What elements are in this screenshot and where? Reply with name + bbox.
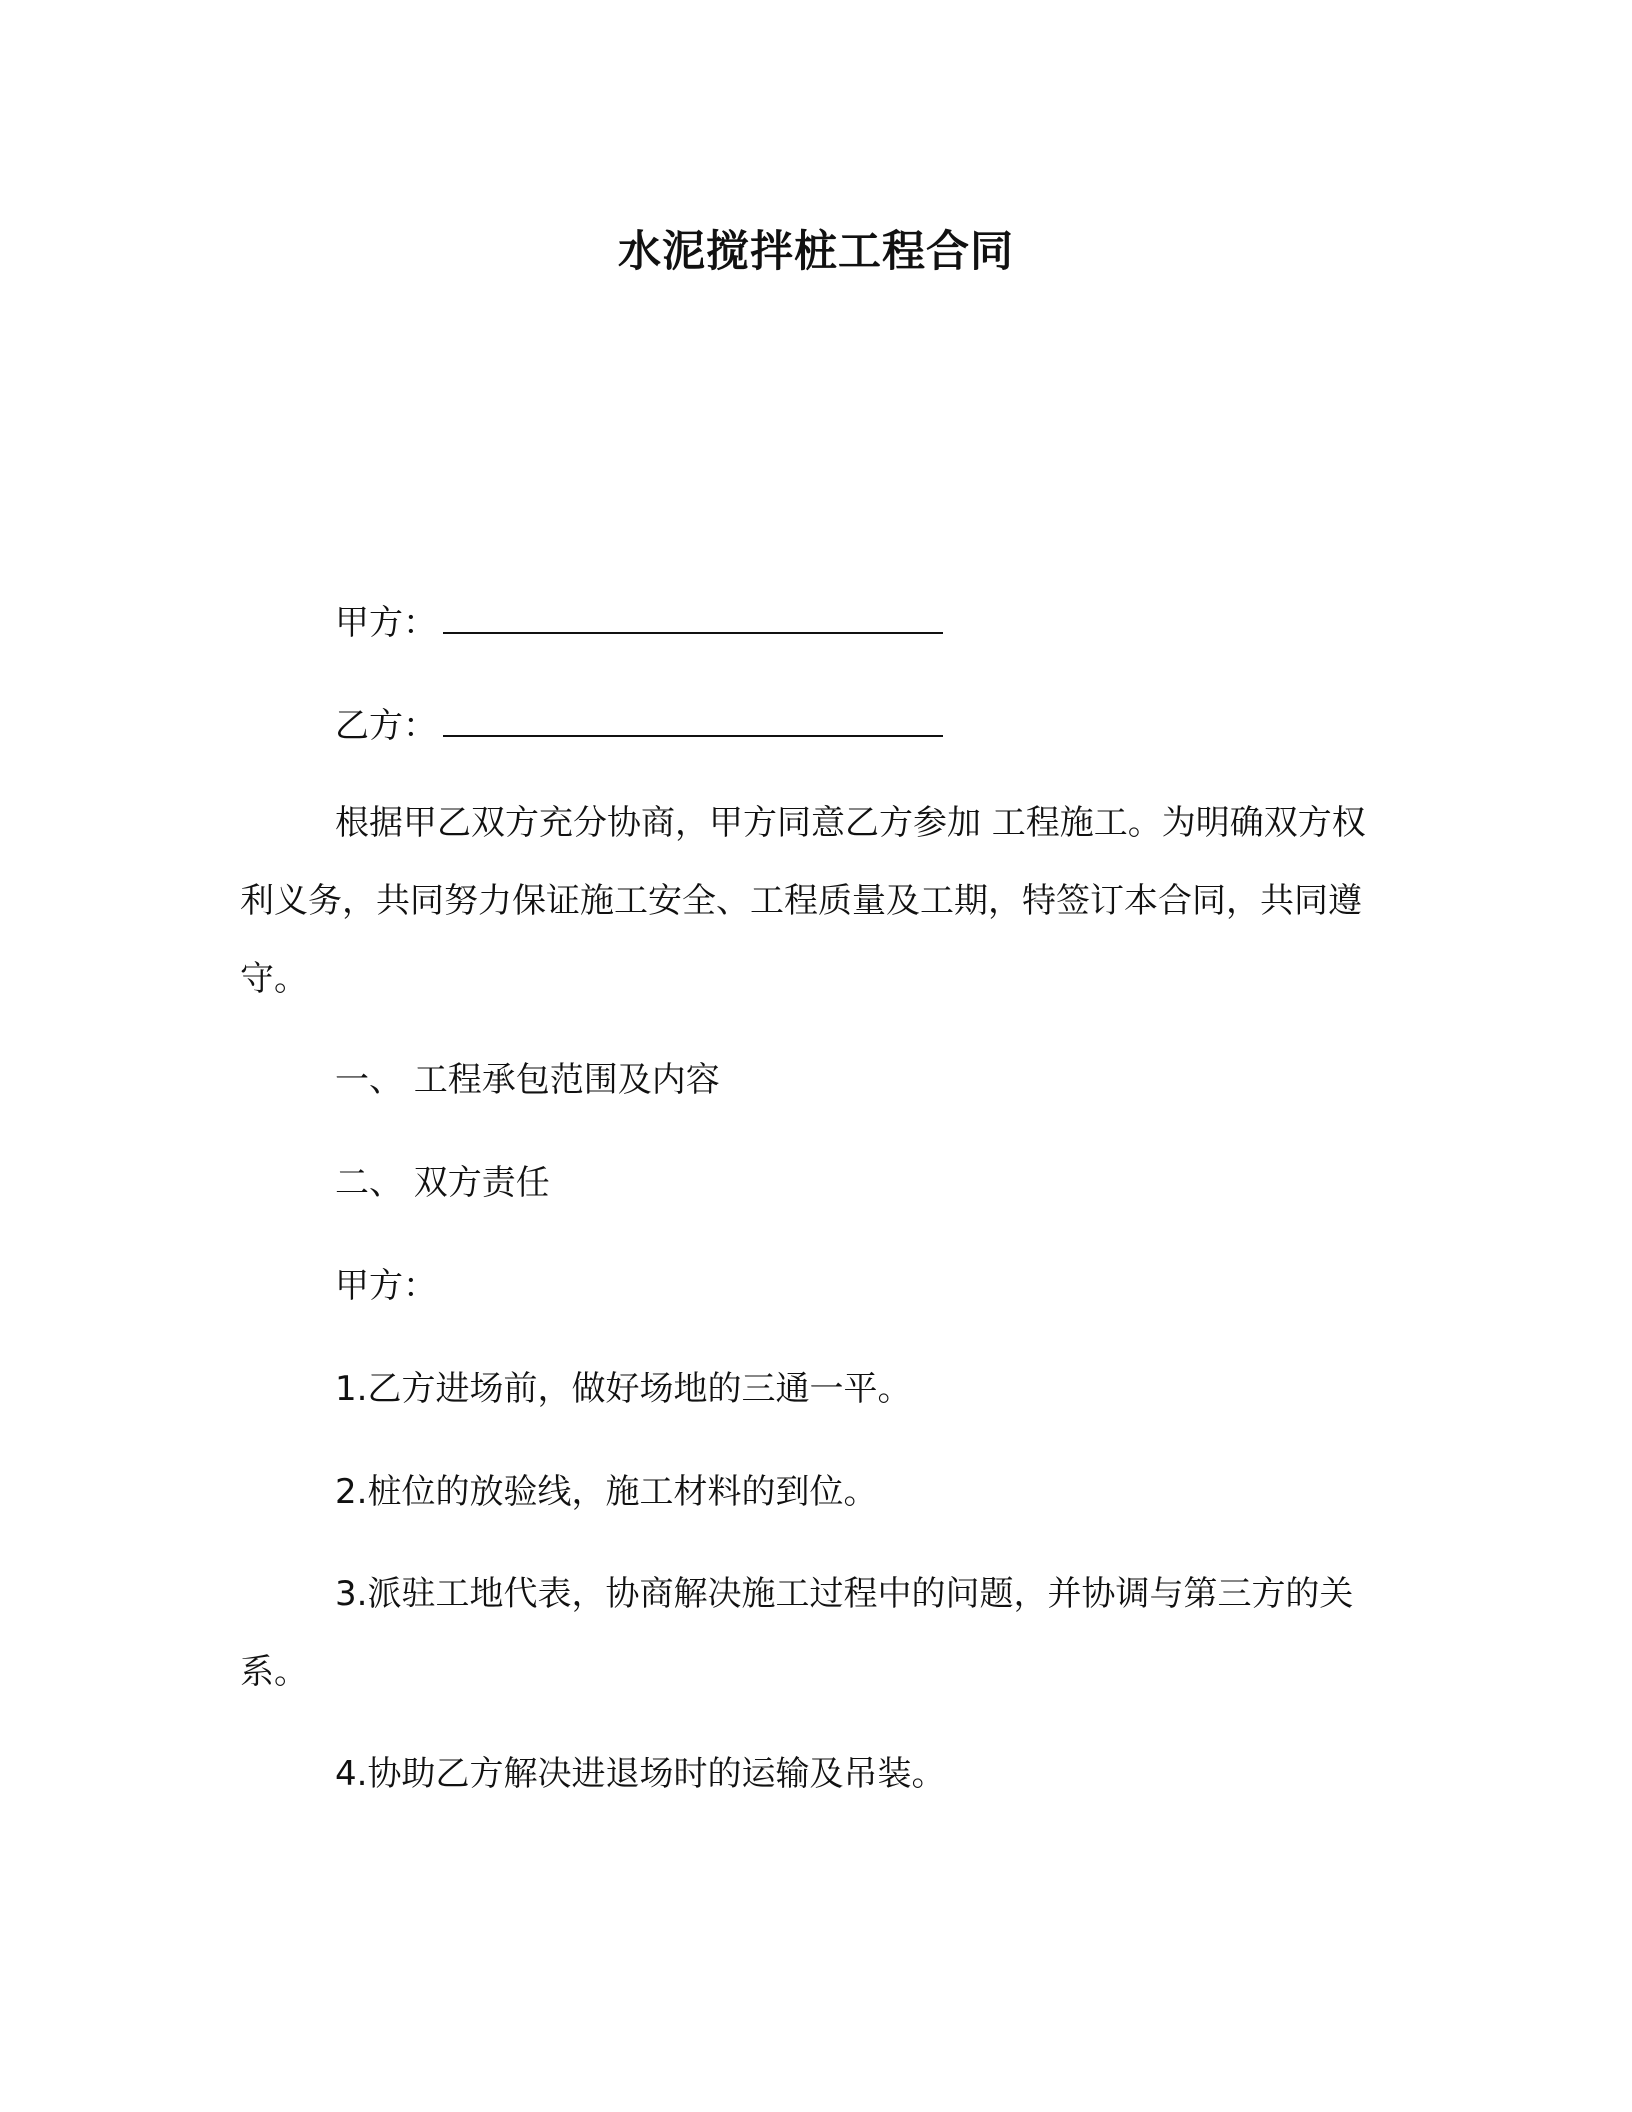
party-b-label: 乙方： bbox=[335, 706, 437, 746]
intro-paragraph: 根据甲乙双方充分协商，甲方同意乙方参加 工程施工。为明确双方权利义务，共同努力保证施工安全、工程质量及工期，特签订本合同，共同遵守。 bbox=[240, 803, 1366, 999]
party-b-line bbox=[335, 699, 943, 751]
party-a-blank bbox=[443, 596, 943, 634]
list-item-3: 3.派驻工地代表，协商解决施工过程中的问题，并协调与第三方的关系。 bbox=[240, 1574, 1354, 1692]
section-1-heading: 一、 工程承包范围及内容 bbox=[335, 1060, 720, 1100]
party-b-blank bbox=[443, 699, 943, 737]
section-2-heading: 二、 双方责任 bbox=[335, 1163, 550, 1203]
document-title: 水泥搅拌桩工程合同 bbox=[618, 227, 1014, 277]
party-a-heading: 甲方： bbox=[335, 1266, 437, 1306]
party-a-label: 甲方： bbox=[335, 603, 437, 643]
party-a-line bbox=[335, 596, 943, 648]
list-item-4: 4.协助乙方解决进退场时的运输及吊装。 bbox=[335, 1754, 946, 1794]
list-item-1: 1.乙方进场前，做好场地的三通一平。 bbox=[335, 1369, 912, 1409]
list-item-2: 2.桩位的放验线，施工材料的到位。 bbox=[335, 1472, 878, 1512]
